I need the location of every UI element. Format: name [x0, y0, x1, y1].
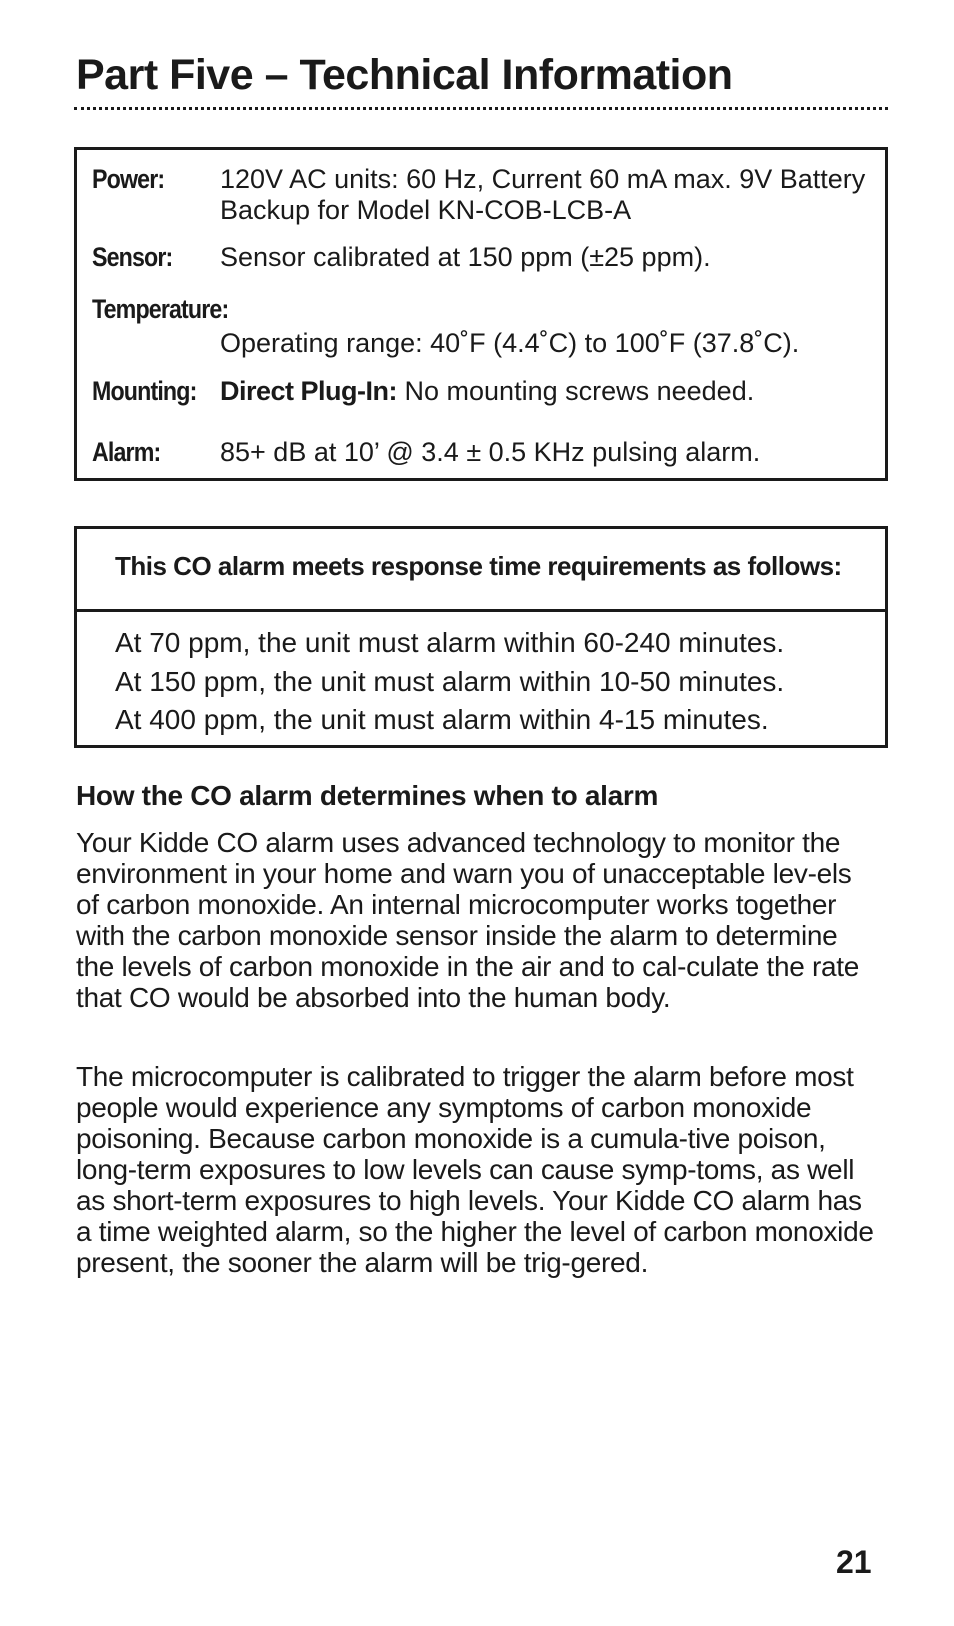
response-time-box	[74, 526, 888, 748]
spec-value-temperature: Operating range: 40˚F (4.4˚C) to 100˚F (37.8˚C).	[220, 328, 800, 358]
spec-power-line2: Backup for Model KN-COB-LCB-A	[220, 195, 632, 225]
spec-value-power	[220, 164, 877, 226]
page-title: Part Five – Technical Information	[76, 51, 733, 99]
spec-value-alarm: 85+ dB at 10’ @ 3.4 ± 0.5 KHz pulsing alarm.	[220, 437, 761, 467]
specifications-box	[74, 147, 888, 481]
spec-power-line1: 120V AC units: 60 Hz, Current 60 mA max. 9V Battery	[220, 164, 866, 194]
response-time-heading: This CO alarm meets response time requirements as follows:	[115, 551, 842, 581]
spec-label-temperature: Temperature:	[92, 294, 229, 324]
spec-value-mounting	[220, 376, 877, 407]
page-number: 21	[836, 1544, 872, 1580]
spec-label-sensor: Sensor:	[92, 242, 173, 272]
paragraph-microcomputer: The microcomputer is calibrated to trigger the alarm before most people would experience any symptoms of carbon monoxide poisoning. Because carbon monoxide is a cumula-tive poison, long-term exposures to low levels can cause symp-toms, as well as short-term exposures to high levels. Your Kidde CO alarm has a time weighted alarm, so the higher the level of carbon monoxide present, the sooner the alarm will be trig-gered.	[76, 1061, 874, 1278]
response-time-header	[77, 529, 885, 612]
spec-label-mounting: Mounting:	[92, 376, 197, 406]
response-line-70ppm: At 70 ppm, the unit must alarm within 60-240 minutes.	[115, 627, 785, 658]
spec-label-alarm: Alarm:	[92, 437, 161, 467]
spec-label-power: Power:	[92, 164, 165, 194]
response-line-150ppm: At 150 ppm, the unit must alarm within 10-50 minutes.	[115, 666, 785, 697]
section-heading: How the CO alarm determines when to alarm	[76, 780, 659, 811]
spec-value-sensor: Sensor calibrated at 150 ppm (±25 ppm).	[220, 242, 711, 272]
spec-mounting-bold: Direct Plug-In:	[220, 376, 398, 406]
title-dotted-rule	[74, 107, 888, 110]
response-line-400ppm: At 400 ppm, the unit must alarm within 4-15 minutes.	[115, 704, 769, 735]
paragraph-technology: Your Kidde CO alarm uses advanced technology to monitor the environment in your home and warn you of unacceptable lev-els of carbon monoxide. An internal microcomputer works together with the carbon monoxide sensor inside the alarm to determine the levels of carbon monoxide in the air and to cal-culate the rate that CO would be absorbed into the human body.	[76, 827, 860, 1013]
specifications-bottom-rule	[77, 478, 885, 481]
spec-mounting-text: No mounting screws needed.	[397, 376, 755, 406]
